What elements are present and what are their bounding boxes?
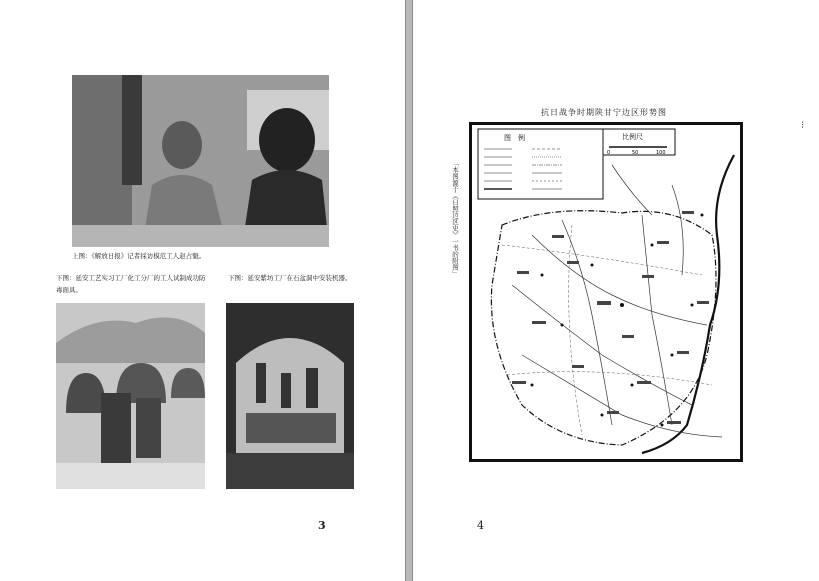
page-number-left: 3 bbox=[318, 519, 326, 532]
legend-title: 图 例 bbox=[504, 134, 525, 142]
photo-gas-mask-workers bbox=[56, 303, 205, 489]
right-page bbox=[412, 0, 819, 581]
scale-tick-50: 50 bbox=[632, 150, 639, 156]
map-title: 抗日战争时期陕甘宁边区形势图 bbox=[541, 108, 667, 117]
page-number-right: 4 bbox=[477, 519, 484, 532]
map-drawing bbox=[472, 125, 740, 459]
scale-title: 比例尺 bbox=[622, 133, 643, 141]
caption-top: 上图：《解放日报》记者採访模范工人赵占魁。 bbox=[72, 252, 206, 260]
scale-tick-0: 0 bbox=[607, 150, 611, 156]
scale-tick-100: 100 bbox=[656, 150, 666, 156]
scan-mark: ⁝ bbox=[801, 120, 805, 131]
left-page bbox=[0, 0, 406, 581]
map-frame bbox=[469, 122, 743, 462]
photo-cave-machinery bbox=[226, 303, 354, 489]
photo-reporter-interview bbox=[72, 75, 329, 247]
caption-right: 下图：延安紫坊工厂在石盆洞中安装机器。 bbox=[228, 274, 352, 282]
map-source-note: 「本图源于《日照边区史》一书的附图」 bbox=[451, 160, 459, 277]
caption-left: 下图：延安工艺实习工厂化工分厂的工人试制成功防毒面具。 bbox=[56, 274, 206, 294]
